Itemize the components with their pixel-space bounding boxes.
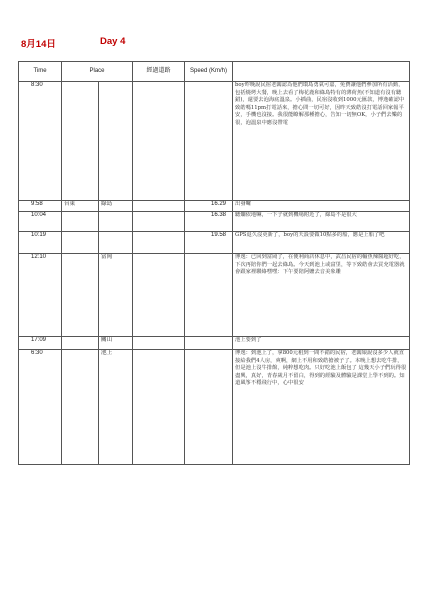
road-column-header: 經過道路 — [133, 62, 185, 82]
note-cell: GPS退久沒更新了，boy的天設要做10點多的船，應是上船了吧 — [233, 232, 410, 254]
table-row — [19, 232, 410, 254]
place-column-header: Place — [62, 62, 133, 82]
note-cell: boy昨晚說民宿老闆認為他們環島勇氣可嘉，免費讓他們參加所有活動，包括燒烤大餐，晚上去看了梅花鹿和綠島特有的薄荷魚(不知道有沒有聽錯)，還要去泡海底溫泉。小插曲，民宿沒收到1000元匯款，博逸確認中 致皓嗎11pm打電話來，擔心問一切可好，因昨天致皓沒打電話回家報平安，手機也沒接。我很能瞭解那種擔心，告知一切無OK，小子們去樂的很，泡溫泉中應沒帶電 — [233, 82, 410, 201]
note-cell: 博逸：已回到富岡了，在便利商店休息中，武昌民宿的輸魚辣醬超好吃，下次再陪你們一起去綠島。今天到池上或富里，等下致皓會去買充電器就會跟家裡聯絡嘿嘿：下午要陪阿嬤去音美象雕 — [233, 254, 410, 337]
road-cell — [133, 337, 185, 350]
note-cell: 出發囉 — [233, 201, 410, 212]
note-cell: 博逸：到池上了，拿800元租到一間不錯的民宿，老闆娘說沒多少人就直接給我們4人房，爽啊，網上不用和致皓搶被子了。本晚上想去吃牛排，但是池上沒牛排館，純粹想吃肉。只好吃池上飯包了 這幾天小子們玩得很盡興，真好，青春歲月不留白，得到的經驗及體驗是課堂上學不到的。知道風筝不穩飛行中，心中很安 — [233, 350, 410, 465]
table-row — [19, 337, 410, 350]
place-origin-cell — [62, 254, 99, 337]
road-cell — [133, 212, 185, 232]
day-heading: Day 4 — [100, 36, 126, 47]
place-destination-cell — [99, 212, 133, 232]
road-cell — [133, 350, 185, 465]
place-origin-cell — [62, 82, 99, 201]
itinerary-table — [18, 61, 410, 465]
time-cell: 10:19 — [19, 232, 62, 254]
road-cell — [133, 82, 185, 201]
table-header-row — [19, 62, 410, 82]
note-column-header — [233, 62, 410, 82]
road-cell — [133, 201, 185, 212]
time-cell: 8:30 — [19, 82, 62, 201]
time-cell: 9:58 — [19, 201, 62, 212]
speed-cell: 19.58 — [185, 232, 233, 254]
place-destination-cell: 關山 — [99, 337, 133, 350]
place-origin-cell — [62, 232, 99, 254]
table-row — [19, 350, 410, 465]
speed-cell: 16.38 — [185, 212, 233, 232]
road-cell — [133, 232, 185, 254]
road-cell — [133, 254, 185, 337]
speed-column-header: Speed (Km/h) — [185, 62, 233, 82]
time-cell: 10:04 — [19, 212, 62, 232]
place-origin-cell — [62, 350, 99, 465]
place-destination-cell — [99, 232, 133, 254]
place-origin-cell — [62, 212, 99, 232]
speed-cell — [185, 337, 233, 350]
speed-cell — [185, 350, 233, 465]
place-destination-cell: 綠島 — [99, 201, 133, 212]
time-cell: 6:30 — [19, 350, 62, 465]
time-cell: 17:09 — [19, 337, 62, 350]
place-destination-cell: 富岡 — [99, 254, 133, 337]
table-row — [19, 201, 410, 212]
place-origin-cell — [62, 337, 99, 350]
table-row — [19, 254, 410, 337]
place-destination-cell: 池上 — [99, 350, 133, 465]
note-cell: 聽爛依地嘛，一下子就到機場附近了，綠島不是很大 — [233, 212, 410, 232]
table-row — [19, 82, 410, 201]
time-cell: 12:10 — [19, 254, 62, 337]
note-cell: 池上要到了 — [233, 337, 410, 350]
date-heading: 8月14日 — [21, 39, 56, 50]
place-destination-cell — [99, 82, 133, 201]
place-origin-cell: 台東 — [62, 201, 99, 212]
speed-cell: 16.29 — [185, 201, 233, 212]
speed-cell — [185, 254, 233, 337]
table-row — [19, 212, 410, 232]
speed-cell — [185, 82, 233, 201]
time-column-header: Time — [19, 62, 62, 82]
